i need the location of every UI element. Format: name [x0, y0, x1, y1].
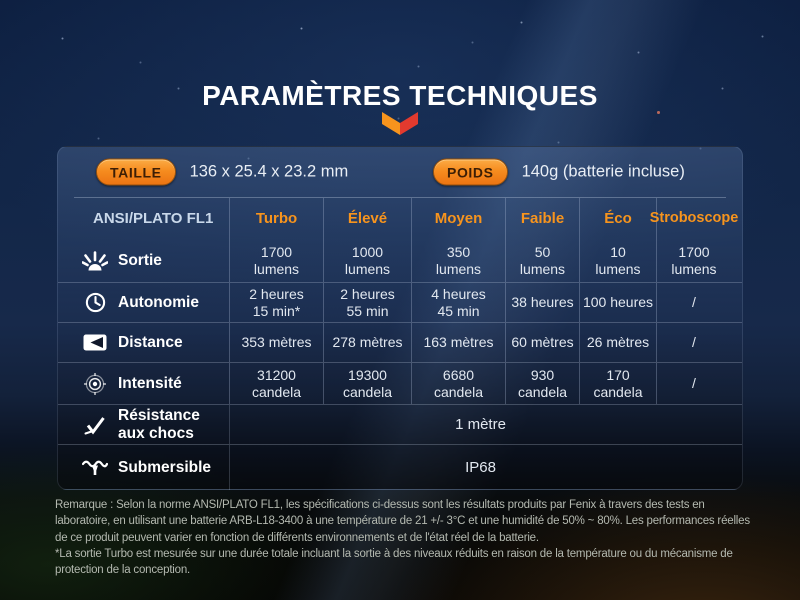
spec-value: 10 lumens: [579, 239, 656, 282]
spec-value-merged: IP68: [229, 445, 731, 490]
row-label-cell: [71, 283, 229, 322]
spec-value: 100 heures: [579, 283, 656, 322]
row-label: Autonomie: [118, 293, 199, 311]
table-row-distance: [58, 323, 742, 363]
spec-value: 6680 candela: [411, 363, 505, 404]
column-header-eco: Éco: [579, 198, 656, 239]
spec-value: 31200 candela: [229, 363, 323, 404]
spec-value-merged: 1 mètre: [229, 405, 731, 444]
row-label: Intensité: [118, 374, 182, 392]
spec-value: 163 mètres: [411, 323, 505, 362]
spec-value: 2 heures 15 min*: [229, 283, 323, 322]
spec-value: /: [656, 363, 731, 404]
row-label-cell: [71, 239, 229, 282]
chevron-down-icon: [381, 112, 419, 141]
column-header-high: Élevé: [323, 198, 411, 239]
weight-group: [433, 159, 685, 186]
table-row-runtime: [58, 283, 742, 323]
table-row-impact: [58, 405, 742, 445]
row-label-cell: [71, 445, 229, 490]
spec-value: 353 mètres: [229, 323, 323, 362]
spec-value: 1700 lumens: [229, 239, 323, 282]
column-header-turbo: Turbo: [229, 198, 323, 239]
dimensions-row: [58, 147, 742, 197]
star-field: [0, 0, 1, 1]
spec-value: /: [656, 283, 731, 322]
row-label: Résistance aux chocs: [118, 407, 200, 442]
row-label: Submersible: [118, 458, 212, 476]
beam-distance-icon: [79, 330, 111, 356]
light-output-icon: [79, 248, 111, 274]
spec-value: 4 heures 45 min: [411, 283, 505, 322]
table-row-intensity: [58, 363, 742, 405]
spec-panel: [57, 146, 743, 490]
spec-value: 350 lumens: [411, 239, 505, 282]
weight-value: 140g (batterie incluse): [521, 162, 685, 181]
page-title: PARAMÈTRES TECHNIQUES: [202, 80, 598, 111]
footnote-remark: Remarque : Selon la norme ANSI/PLATO FL1, les spécifications ci-dessus sont les résultats produits par Fenix à travers des tests en laboratoire, en utilisant une batterie ARB-L18-3400 à une température de 21 +/- 3°C et une humidité de 50% ~ 80%. Les performances réelles de ce produit peuvent varier en fonction de différents environnements et de l'état réel de la batterie.: [55, 499, 750, 544]
spec-value: 170 candela: [579, 363, 656, 404]
spec-value: 278 mètres: [323, 323, 411, 362]
size-group: [96, 159, 348, 186]
weight-badge: POIDS: [433, 159, 508, 186]
footnote: [55, 497, 761, 579]
column-header-strobe: Stroboscope: [656, 198, 731, 239]
spec-value: /: [656, 323, 731, 362]
table-header-row: [58, 198, 742, 239]
column-header-standard: ANSI/PLATO FL1: [93, 209, 214, 227]
row-label: Distance: [118, 333, 183, 351]
footnote-turbo-note: *La sortie Turbo est mesurée sur une durée totale incluant la sortie à des niveaux réduits en raison de la température ou du mécanisme de protection de la conception.: [55, 547, 733, 577]
size-badge: TAILLE: [96, 159, 176, 186]
spec-value: 930 candela: [505, 363, 579, 404]
row-label-cell: [71, 405, 229, 444]
spec-value: 1700 lumens: [656, 239, 731, 282]
spec-value: 60 mètres: [505, 323, 579, 362]
clock-icon: [79, 290, 111, 316]
size-value: 136 x 25.4 x 23.2 mm: [189, 162, 349, 181]
column-header-low: Faible: [505, 198, 579, 239]
spec-value: 38 heures: [505, 283, 579, 322]
intensity-icon: [79, 371, 111, 397]
row-label: Sortie: [118, 251, 162, 269]
table-row-output: [58, 239, 742, 283]
spec-value: 50 lumens: [505, 239, 579, 282]
impact-resistance-icon: [79, 412, 111, 438]
row-label-cell: [71, 323, 229, 362]
row-label-cell: [71, 363, 229, 404]
table-row-submersible: [58, 445, 742, 490]
spec-value: 2 heures 55 min: [323, 283, 411, 322]
spec-value: 26 mètres: [579, 323, 656, 362]
submersible-icon: [79, 455, 111, 481]
column-header-mid: Moyen: [411, 198, 505, 239]
spec-value: 1000 lumens: [323, 239, 411, 282]
spec-value: 19300 candela: [323, 363, 411, 404]
